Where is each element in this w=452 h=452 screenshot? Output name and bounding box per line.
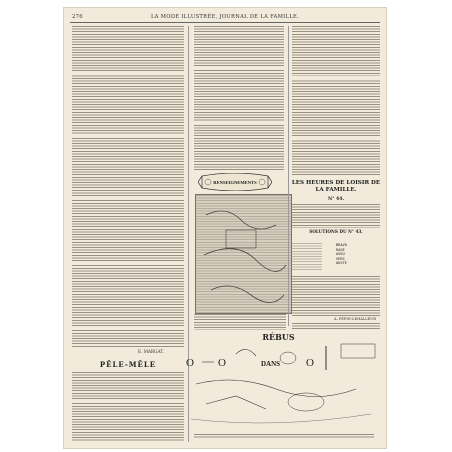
rebus-title: RÉBUS [262,332,295,342]
banner-text: RENSEIGNEMENTS [213,180,257,185]
right-lower-text [292,276,380,316]
renseignements-banner [198,173,272,191]
solutions-heading: SOLUTIONS DU N° 43. [309,229,363,234]
left-column-text [72,26,184,348]
rebus-letter: O [306,357,314,369]
header-rule [70,22,380,23]
puzzle-text [292,204,380,228]
journal-title: LA MODE ILLUSTRÉE, JOURNAL DE LA FAMILLE. [150,14,300,20]
center-column-text [194,26,284,170]
left-signature: E. MARGAT. [138,349,164,354]
solution-word: OUSTE [336,261,347,266]
pele-mele-text [72,372,184,442]
solution-word: RAGE [336,247,345,252]
page-header [64,12,386,22]
newspaper-page [64,8,386,448]
right-footnote [292,323,380,329]
engraving-illustration [195,194,292,314]
rebus-letter: O [218,357,226,369]
rebus-word: DANS [261,360,281,368]
right-column-text [292,26,380,176]
rebus-letter: O [186,357,194,369]
right-signature: A. PÉPIN-LEHALLEUR [334,317,376,321]
solution-word: VERS [336,256,345,261]
pele-mele-heading: PÊLE-MÊLE [99,360,157,369]
rebus-puzzle [176,334,381,434]
solution-word: BRAVO [336,243,347,247]
page-number: 276 [72,14,83,20]
solution-word: AVEU [336,252,345,257]
rebus-caption-text [194,434,374,439]
heures-de-loisir-heading: LES HEURES DE LOISIR DE LA FAMILLE. [291,180,381,193]
column-divider [288,26,289,326]
center-caption-text [194,314,286,330]
puzzle-number: N° 44. [327,197,345,202]
